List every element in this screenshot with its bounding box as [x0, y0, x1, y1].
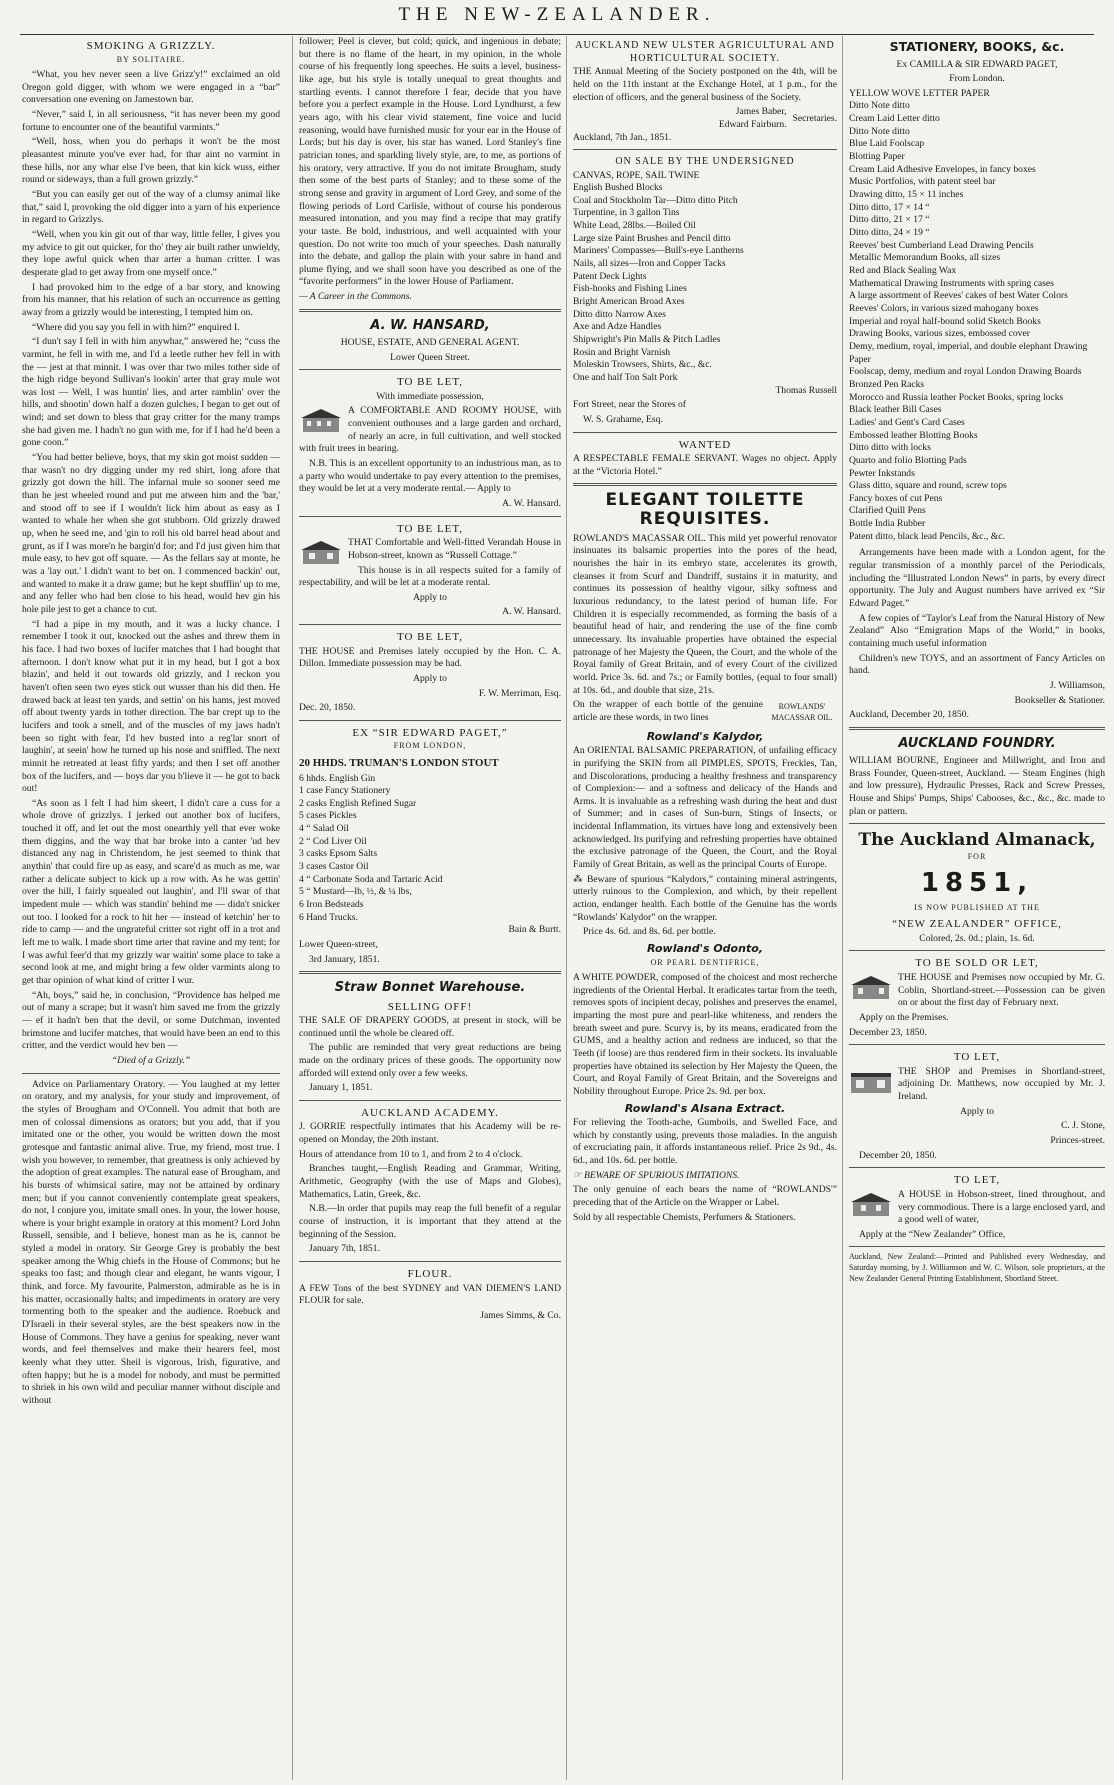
story-paragraph: “You had better believe, boys, that my skin got moist sudden — thar wasn't no dry digging under my red shirt, long afore that grizzly got down the hill. The infarnal mule so sooner seed me than he jest wheeled round and put me atween him and the 'bar,' and stood off to see if I wouldn't lick him about as easy as I wanted to whale her when she got stubborn. Old grizzly drawed up, when he seed me, and 'gin to roll his old barrel head about and grunt, as if I was more'n he bargin'd for; and I'd just given him that mule easy, to hev got off square. — As the fellars say at monte, he was a 'lay out.' I didn't want to bet on. I commenced backin' out, and wanted to make it a draw game; but he kept shufflin' up to me, and any feller who had ben close to his head, would hev gin his hole pile jest to get a chance to cut. — [22, 452, 280, 615]
secretary-name: James Baber, — [735, 106, 787, 118]
story-paragraph: “Where did you say you fell in with him?” enquired I. — [32, 321, 240, 333]
divider — [299, 971, 561, 974]
oratory-lead: Advice on Parliamentary Oratory. — [32, 1078, 166, 1090]
ship-heading: EX “SIR EDWARD PAGET,” — [352, 726, 508, 739]
list-item: Ditto ditto Narrow Axes — [573, 308, 666, 320]
ship-lead: 20 HHDS. TRUMAN'S LONDON STOUT — [299, 756, 499, 769]
stationery-sub: Ex CAMILLA & SIR EDWARD PAGET, — [896, 58, 1058, 70]
list-item: Large size Paint Brushes and Pencil ditto — [573, 232, 731, 244]
list-item: Imperial and royal half-bound solid Sketch Books — [849, 315, 1041, 327]
stationery-sign: J. Williamson, — [1049, 680, 1105, 691]
list-item: Embossed leather Blotting Books — [849, 429, 978, 441]
oratory-continued: follower; Peel is clever, but cold; quick, and ingenious in debate; but there is no flame of the heart, in my opinion, in the whole course of his frequently long speeches. He suits a level, business-like age, but his style is totally unequal to great thoughts and startling events. I cannot therefore I fear, decide that you have before you a perfect example in the House. Lord Lyndhurst, a few years ago, with his clear vivid statement, fine voice and lucid reasoning, would have furnished music for your ear in the House of Lords; but his day is over, his star has waned. Lord Stanley's fine patrician tones, and sparkling lively style, are, to me, as portions of his oratory, very attractive. If you do not imitate Brougham, study then some of the best parts of Stanley; and to these some of the strong sense and gravity in argument of Lord Grey, and some of the flowing periods of Lord Carlisle, without of course his ponderous measured intonation, and you may find a recipe that may gratify your taste. Be bold, industrious, and well acquainted with your question. Do not write too much of your speeches. Dash naturally into the debate, and gallop the plain with your sabre in hand and plume flying, and we shall soon have you described as one of the “favorite performers” in the lower House of Parliament. — [299, 36, 561, 288]
let2-heading: TO LET, — [953, 1174, 1001, 1187]
foundry-heading: AUCKLAND FOUNDRY. — [898, 735, 1056, 751]
stationery-copies: A few copies of “Taylor's Leaf from the Natural History of New Zealand” Also “Emigration Maps of the World,” in books, containing much useful information — [849, 612, 1105, 650]
list-item: Patent Deck Lights — [573, 270, 647, 282]
oratory-source: — A Career in the Commons. — [299, 291, 412, 303]
let1-heading: TO BE LET, — [396, 376, 464, 389]
sale-sign: Thomas Russell — [775, 384, 837, 396]
divider — [299, 1261, 561, 1262]
odonto-sub: OR PEARL DENTIFRICE, — [650, 957, 760, 967]
divider — [299, 369, 561, 370]
list-item: Drawing Books, various sizes, embossed cover — [849, 328, 1030, 340]
shop-engraving-icon — [849, 1068, 893, 1094]
list-item: Glass ditto, square and round, screw tops — [849, 480, 1007, 492]
list-item: Coal and Stockholm Tar—Ditto ditto Pitch — [573, 194, 738, 206]
list-item: Demy, medium, royal, imperial, and double elephant Drawing Paper — [849, 340, 1088, 365]
let1-note: N.B. This is an excellent opportunity to an industrious man, as to a party who would undertake to pay every attention to the premises, they would be let at a very moderate rental.— Apply to — [299, 458, 561, 495]
ulster-secretaries — [573, 106, 837, 131]
almanack-year: 1851, — [920, 868, 1034, 899]
column-2 — [292, 36, 561, 1780]
let1-sub: With immediate possession, — [376, 390, 484, 402]
list-item: Ditto ditto, 24 × 19 “ — [849, 227, 930, 239]
story-paragraph: “Ah, boys,” said he, in conclusion, “Providence has helped me out of many a scrape; but it wasn't him saved me from the grizzly — ef it hadn't ben that the devil, or some Dutchman, invented brimstone and lucifer matches, that would have been an end to this critter, and the verdict would hev ben — — [22, 989, 280, 1052]
secretaries-label: Secretaries. — [792, 112, 837, 124]
kalydor-price: Price 4s. 6d. and 8s. 6d. per bottle. — [583, 926, 716, 938]
flour-sign: James Simms, & Co. — [480, 1309, 561, 1321]
stationery-toys: Children's new TOYS, and an assortment of Fancy Articles on hand. — [849, 652, 1105, 677]
let-date: December 20, 1850. — [859, 1149, 937, 1161]
divider — [573, 432, 837, 433]
list-item: Mathematical Drawing Instruments with spring cases — [849, 277, 1054, 289]
ulster-body: THE Annual Meeting of the Society postponed on the 4th, will be held on the 11th instant at the Exchange Hotel, at 1 p.m., for the election of officers, and the general business of the Society. — [573, 66, 837, 103]
let-apply: Apply to — [960, 1105, 994, 1117]
divider — [299, 516, 561, 517]
column-3 — [566, 36, 837, 1780]
divider — [849, 1246, 1105, 1247]
list-item: Fancy boxes of cut Pens — [849, 492, 943, 504]
list-item: Bronzed Pen Racks — [849, 378, 925, 390]
story-paragraph: I had provoked him to the edge of a bar story, and knowing from his manner, that his relation of such an occurrence as getting away from a grizzly would be interesting, I tempted him on. — [22, 281, 280, 318]
list-item: 4 “ Salad Oil — [299, 823, 349, 835]
list-item: Reeves' Colors, in various sized mahogany boxes — [849, 302, 1039, 314]
list-item: Clarified Quill Pens — [849, 505, 926, 517]
story-paragraph: “Well, hoss, when you do perhaps it won't be the most pleasantest minute you've ever had, for thar aint no varmint in these hills, nor any whar else I've been, that kin kick wuss, either round or sideways, than a full grown grizzly.” — [22, 136, 280, 186]
list-item: Turpentine, in 3 gallon Tins — [573, 207, 680, 219]
divider — [299, 624, 561, 625]
sale-address-2: W. S. Grahame, Esq. — [583, 413, 663, 425]
academy-body: J. GORRIE respectfully intimates that his Academy will be re-opened on Monday, the 20th instant. — [299, 1121, 561, 1146]
list-item: Ditto Note ditto — [849, 100, 910, 112]
sold-body: THE HOUSE and Premises now occupied by Mr. G. Coblin, Shortland-street.—Possession can be given on or about the first day of February next. — [898, 971, 1105, 1009]
list-item: Nails, all sizes—Iron and Copper Tacks — [573, 258, 726, 270]
list-item: Ditto ditto with locks — [849, 442, 931, 454]
academy-hours: Hours of attendance from 10 to 1, and from 2 to 4 o'clock. — [299, 1148, 523, 1160]
list-item: 3 cases Castor Oil — [299, 861, 369, 873]
ulster-heading: AUCKLAND NEW ULSTER AGRICULTURAL AND HORTICULTURAL SOCIETY. — [575, 40, 835, 65]
column-1 — [22, 36, 280, 1780]
list-item: Cream Laid Adhesive Envelopes, in fancy boxes — [849, 163, 1036, 175]
hansard-body: HOUSE, ESTATE, AND GENERAL AGENT. — [340, 336, 520, 348]
house-engraving-icon — [849, 1191, 893, 1217]
straw-heading: Straw Bonnet Warehouse. — [334, 980, 526, 996]
list-item: 6 Iron Bedsteads — [299, 899, 364, 911]
list-item: Red and Black Sealing Wax — [849, 265, 957, 276]
sale-item-list — [573, 170, 837, 385]
list-item: Patent ditto, black lead Pencils, &c., &c. — [849, 530, 1005, 542]
divider — [849, 1044, 1105, 1045]
list-item: Black leather Bill Cases — [849, 404, 942, 416]
list-item: Metallic Memorandum Books, all sizes — [849, 252, 1001, 264]
story-closing: “Died of a Grizzly.” — [111, 1054, 191, 1066]
beware-heading: ☞ BEWARE OF SPURIOUS IMITATIONS. — [573, 1169, 740, 1181]
let3-apply: Apply to — [413, 672, 447, 684]
list-item: 4 “ Carbonate Soda and Tartaric Acid — [299, 873, 443, 885]
list-item: Drawing ditto, 15 × 11 inches — [849, 189, 964, 201]
list-item: One and half Ton Salt Pork — [573, 372, 678, 383]
academy-branches: Branches taught,—English Reading and Grammar, Writing, Arithmetic, Geography (with the use of Maps and Globes), Mathematics, Latin, Greek, &c. — [299, 1163, 561, 1200]
divider — [573, 483, 837, 486]
list-item: Morocco and Russia leather Pocket Books, spring locks — [849, 391, 1064, 403]
list-item: Mariners' Compasses—Bull's-eye Lantherns — [573, 245, 744, 257]
ship-item-list — [299, 773, 561, 925]
wanted-heading: WANTED — [678, 438, 732, 451]
academy-date: January 7th, 1851. — [309, 1243, 380, 1255]
list-item: Rosin and Bright Varnish — [573, 346, 671, 358]
almanack-published: IS NOW PUBLISHED AT THE — [914, 902, 1040, 912]
kalydor-heading: Rowland's Kalydor, — [646, 729, 764, 743]
divider — [22, 1073, 280, 1074]
let3-body: THE HOUSE and Premises lately occupied by the Hon. C. A. Dillon. Immediate possession may be had. — [299, 645, 561, 670]
list-item: Moleskin Trowsers, Shirts, &c., &c. — [573, 359, 712, 371]
divider — [849, 727, 1105, 730]
kalydor-beware: ⁂ Beware of spurious “Kalydors,” containing mineral astringents, utterly ruinous to the Complexion, and which, by their repellent action, endanger health. Each bottle of the Genuine has the words “Rowlands' Kalydor” on the wrapper. — [573, 873, 837, 923]
macassar-words: ROWLANDS' MACASSAR OIL. — [771, 702, 833, 723]
list-item: YELLOW WOVE LETTER PAPER — [849, 87, 990, 99]
ship-sign: Bain & Burtt. — [508, 924, 561, 936]
foundry-body: WILLIAM BOURNE, Engineer and Millwright, and Iron and Brass Founder, Queen-street, Auckland. — Steam Engines (high and low pressure), Hydraulic Presses, Rack and Screw Presses, House and Ships' Pumps, Ships' Cabooses, &c., &c., &c. made to plan or pattern. — [849, 755, 1105, 817]
list-item: 1 case Fancy Stationery — [299, 785, 391, 797]
let-body: THE SHOP and Premises in Shortland-street, adjoining Dr. Matthews, now occupied by Mr. J. Ireland. — [898, 1065, 1105, 1103]
macassar-note-row — [573, 699, 837, 726]
let2-apply: Apply to — [413, 591, 447, 603]
divider — [299, 309, 561, 312]
divider — [573, 149, 837, 150]
list-item: 3 casks Epsom Salts — [299, 848, 378, 860]
stationery-from: From London. — [949, 73, 1005, 85]
story-paragraph: “Well, when you kin git out of thar way, little feller, I gives you my advice to git out quicker, for tho' they air built rather unwieldy, they lope awful quick when thar arter a human critter. I was desperate glad to get away from one myself once.” — [22, 228, 280, 278]
let-heading: TO LET, — [953, 1051, 1001, 1064]
list-item: 5 “ Mustard—lb, ½, & ¼ lbs, — [299, 886, 412, 898]
sold-heading: TO BE SOLD OR LET, — [915, 957, 1039, 970]
list-item: Axe and Adze Handles — [573, 321, 662, 333]
list-item: Cream Laid Letter ditto — [849, 113, 940, 125]
sold-apply: Apply on the Premises. — [859, 1011, 949, 1023]
ship-address: Lower Queen-street, — [299, 939, 378, 951]
house-engraving-icon — [299, 407, 343, 433]
let2-body: A HOUSE in Hobson-street, lined throughout, and very commodious. There is a large enclosed yard, and a good well of water, — [898, 1188, 1105, 1226]
let2-sign: A. W. Hansard. — [502, 606, 561, 618]
divider — [849, 823, 1105, 824]
list-item: 6 Hand Trucks. — [299, 911, 358, 923]
list-item: Reeves' best Cumberland Lead Drawing Pencils — [849, 239, 1034, 251]
let-sign: C. J. Stone, — [1061, 1120, 1105, 1132]
almanack-price: Colored, 2s. 0d.; plain, 1s. 6d. — [919, 932, 1035, 944]
flour-heading: FLOUR. — [407, 1268, 453, 1281]
stationery-item-list — [849, 88, 1105, 544]
list-item: Pewter Inkstands — [849, 467, 915, 479]
odonto-heading: Rowland's Odonto, — [647, 942, 763, 956]
list-item: Blotting Paper — [849, 151, 905, 163]
list-item: Bright American Broad Axes — [573, 296, 685, 308]
odonto-body: A WHITE POWDER, composed of the choicest and most recherche ingredients of the Oriental Herbal. It eradicates tartar from the teeth, removes spots of incipient decay, polishes and preserves the enamel, imparting the most pure and pearl-like whiteness, and renders the breath sweet and pure. Scurvy is, by its means, eradicated from the GUMS, and a healthy action and redness are induced, so that the Teeth (if loose) are thus rendered firm in their sockets. Its invaluable properties have obtained its selection by Her Majesty the Queen, the Court, and Royal Family of Great Britain, and the Sovereigns and Nobility throughout Europe. Price 2s. 9d. per box. — [573, 972, 837, 1097]
ship-sub: FROM LONDON, — [393, 741, 467, 751]
macassar-body: ROWLAND'S MACASSAR OIL. This mild yet powerful renovator insinuates its balsamic properties into the pores of the head, nourishes the hair in its embryo state, accelerates its growth, cleanses it from Scurf and Dandriff, sustains it in maturity, and continues its possession of healthy vigour, silky softness and luxurious redundancy, to the latest period of human life. For Children it is especially recommended, as forming the basis of a beautiful head of hair, and rendering the use of the fine comb unnecessary. Its invaluable properties have obtained the especial patronage of her Majesty the Queen, the Court, and the whole of the Royal family of Great Britain, and of every Court of the civilized world. Price 3s. 6d. and 7s.; or Family bottles, (equal to four small) at 10s. 6d., and double that size, 21s. — [573, 532, 837, 696]
hansard-heading: A. W. HANSARD, — [370, 317, 490, 333]
list-item: Ditto ditto, 21 × 17 “ — [849, 214, 930, 226]
house-engraving-icon — [849, 974, 893, 1000]
list-item: Ditto Note ditto — [849, 125, 910, 137]
alsana-body: For relieving the Tooth-ache, Gumboils, and Swelled Face, and which by constantly using, prevents those maladies. In the anguish of excruciating pain, it affords instantaneous relief. Price 2s 9d., 4s. 6d., and 10s. 6d. per bottle. — [573, 1117, 837, 1167]
secretary-name: Edward Fairburn. — [718, 119, 787, 130]
story-paragraph: “But you can easily get out of the way of a clumsy animal like that,” said I, provoking the old digger into a yarn of his experience in regard to Grizzlys. — [22, 188, 280, 226]
list-item: White Lead, 28lbs.—Boiled Oil — [573, 220, 696, 232]
flour-body: A FEW Tons of the best SYDNEY and VAN DIEMEN'S LAND FLOUR for sale. — [299, 1282, 561, 1307]
beware-body: The only genuine of each bears the name of “ROWLANDS'” preceding that of the Article on the Wrapper or Label. — [573, 1184, 837, 1209]
sold-date: December 23, 1850. — [849, 1026, 927, 1038]
list-item: Foolscap, demy, medium and royal London Drawing Boards — [849, 366, 1082, 378]
straw-date: January 1, 1851. — [309, 1082, 373, 1094]
divider — [299, 1100, 561, 1101]
academy-heading: AUCKLAND ACADEMY. — [361, 1106, 499, 1119]
ship-date: 3rd January, 1851. — [309, 953, 380, 965]
stationery-heading: STATIONERY, BOOKS, &c. — [889, 39, 1065, 54]
straw-body: THE SALE OF DRAPERY GOODS, at present in stock, will be continued until the whole be cleared off. — [299, 1015, 561, 1039]
kalydor-body: An ORIENTAL BALSAMIC PREPARATION, of unfailing efficacy in purifying the SKIN from all PIMPLES, SPOTS, Freckles, Tan, and Discolorations, producing a healthy freshness and transparency of Complexion:— and a softness and delicacy of the Hands and Arms. It is invaluable as a refreshing wash during the heat and dust of Summer; and in cases of Sun-burn, Stings of Insects, or incidental Inflammation, its virtues have long and extensively been acknowledged. Its purifying and refreshing properties have obtained the exclusive patronage of the Queen, the Court, and the Royal Family of Great Britain, as well as the principal Courts of Europe. — [573, 745, 837, 871]
list-item: English Bushed Blocks — [573, 182, 663, 194]
hansard-address: Lower Queen Street. — [390, 351, 470, 363]
let-sign-2: Princes-street. — [1050, 1135, 1105, 1147]
wanted-body: A RESPECTABLE FEMALE SERVANT. Wages no object. Apply at the “Victoria Hotel.” — [573, 453, 837, 477]
list-item: Ditto ditto, 17 × 14 “ — [849, 201, 930, 213]
house-engraving-icon — [299, 539, 343, 565]
straw-body2: The public are reminded that very great reductions are being made on the ordinary prices of these goods. The opportunity now afforded will extend only over a few weeks. — [299, 1042, 561, 1079]
let2-body2: This house is in all respects suited for a family of respectability, and will be let at a moderate rental. — [299, 564, 561, 589]
list-item: Shipwright's Pin Malls & Pitch Ladles — [573, 334, 721, 346]
masthead: THE NEW-ZEALANDER. — [20, 4, 1094, 35]
let3-date: Dec. 20, 1850. — [299, 702, 356, 714]
stationery-date: Auckland, December 20, 1850. — [849, 709, 969, 721]
macassar-note: On the wrapper of each bottle of the genuine article are these words, in two lines — [573, 699, 763, 724]
list-item: Ladies' and Gent's Card Cases — [849, 416, 965, 428]
list-item: Quarto and folio Blotting Pads — [849, 454, 967, 466]
list-item: Music Portfolios, with patent steel bar — [849, 176, 996, 188]
let3-sign: F. W. Merriman, Esq. — [478, 687, 561, 699]
story-paragraph: “Never,” said I, in all seriousness, “it has never been my good fortune to encounter one of the beautiful varmints.” — [22, 109, 280, 133]
divider — [849, 950, 1105, 951]
list-item: 6 hhds. English Gin — [299, 772, 376, 784]
oratory-text: — You laughed at my letter on oratory, and my analysis, for your study and improvement, of the styles of Brougham and O'Connell. You admit that both are men of colossal dimensions as orators; but you add, that if you imitated one or the other, you would be written down the most grotesque and fantastic animal alive. True, my friend, most true. I wish you however, to remember, that greatness is only achieved by the adoption of great examples. The natural ease of Brougham, and his bursts of whimsical satire, may not be attained by ordinary men; but if you cannot conveniently contemplate great speakers, do not, I conjure you, imitate small ones. In your, the lower house, where is your bright example in oratory at this moment? Lord John Russell, sensible, and I believe, honest man as he is, cannot be styled a model in oratory. Sir George Grey is probably the best speaker among the Whig chiefs in the House of Commons; but he speaks too fast; and though clear and elegant, he wants vigour, I think, and force. My favourite, Palmerston, admirable as he is in his matter, occasionally halts; and impediments in oratory are very tormenting both to the speaker and the audience. Roebuck and D'Israeli in their several styles, are the best speakers now in the House of Commons. They have a genius for speaking, never want words, and feel themselves and make their hearers feel, most keenly what they utter. Sheil is vigorous, Irish, figurative, and often happy; but he is a model for nobody, and must be permitted to shriek in his own wild and peculiar manner without disciple and without — [22, 1078, 280, 1406]
list-item: 5 cases Pickles — [299, 810, 357, 822]
column-4 — [842, 36, 1105, 1780]
let3-heading: TO BE LET, — [396, 631, 464, 644]
list-item: 2 “ Cod Liver Oil — [299, 835, 367, 847]
let2-apply: Apply at the “New Zealander” Office, — [859, 1228, 1006, 1240]
beware-sold: Sold by all respectable Chemists, Perfumers & Stationers. — [573, 1211, 796, 1223]
stationery-arrangements: Arrangements have been made with a London agent, for the regular transmission of a monthly parcel of the Periodicals, including the “Illustrated London News” in parts, by every direct opportunity. The July and August numbers have arrived ex “Sir Edward Paget.” — [849, 547, 1105, 610]
list-item: Blue Laid Foolscap — [849, 138, 925, 150]
story-paragraph: “As soon as I felt I had him skeert, I didn't care a cuss for a whole drove of grizzlys. I jerked out another box of lucifers, touched it off, and let out the most onearthly yell that ever woke them diggins, and the way that bar broke into a canter 'ud hev distanced any nag in Christendom, he jest seemed to think that anythin' that could fire up as easy, and scare'd as much as me, war rather a delicate subject to kick up a row with. As he was gettin' over the hill, I fairly squealed out laughin', and I'll swar of that impedent mule — which was standin' behind me — didn't snicker out too. I looked for a rock to hit her — instead of ketchin' her to ride to camp — and the ungrateful critter sot right off in a trot and left me to walk. I made short time arter that ravine and my tent; for I was awful feer'd that my grizzly war waitin' some place to take a second look at me, and might bring a few older varmints along to get thar opinion of what kind of critter I wur. — [22, 797, 280, 986]
ulster-date: Auckland, 7th Jan., 1851. — [573, 131, 672, 143]
divider — [849, 1167, 1105, 1168]
alsana-heading: Rowland's Alsana Extract. — [624, 1101, 786, 1115]
story-paragraph: “What, you hev never seen a live Grizz'y!” exclaimed an old Oregon gold digger, with whom we were engaged in a “bar” conversation one evening on Jamestown bar. — [22, 69, 280, 106]
sale-heading: ON SALE BY THE UNDERSIGNED — [615, 156, 795, 168]
let1-body: A COMFORTABLE AND ROOMY HOUSE, with convenient outhouses and a large garden and orchard, of nearly an acre, in full cultivation, and well stocked with fruit trees in bearing. — [299, 405, 561, 455]
almanack-heading: The Auckland Almanack, — [858, 830, 1096, 851]
list-item: Fish-hooks and Fishing Lines — [573, 283, 687, 295]
toilette-heading: ELEGANT TOILETTE REQUISITES. — [605, 490, 805, 530]
divider — [299, 720, 561, 721]
imprint: Auckland, New Zealand:—Printed and Published every Wednesday, and Saturday morning, by J. Williamson and W. C. Wilson, sole proprietors, at the New Zealander General Printing Establishment, Shortland Street. — [849, 1252, 1105, 1283]
list-item: CANVAS, ROPE, SAIL TWINE — [573, 169, 700, 181]
straw-sub: SELLING OFF! — [387, 1000, 473, 1013]
list-item: 2 casks English Refined Sugar — [299, 797, 417, 809]
story-paragraph: “I dun't say I fell in with him anywhar,” answered he; “cuss the varmint, he fell in with me, and I'd a leetle ruther hev fell in with the — jest at that minnit. I was over thar two miles tother side of the high ridge beyond Sullivan's lookin' arter that gray mule wot was lost — Well, I was huntin' lies, and arter ramblin' over the hills, and shootin' down half a dozen gulches, I began to get out of wind; and set down to bless that gray critter for the many tramps she had given me. I hadn't no gun with me, for if I had he'd been a gone coon.” — [22, 336, 280, 449]
list-item: Bottle India Rubber — [849, 518, 926, 530]
stationery-sign-2: Bookseller & Stationer. — [1014, 694, 1105, 706]
academy-note: N.B.—In order that pupils may reap the full benefit of a regular course of instruction, it is important that they attend at the beginning of the Session. — [299, 1203, 561, 1240]
let1-sign: A. W. Hansard. — [502, 498, 561, 510]
story-byline: BY SOLITAIRE. — [116, 54, 186, 64]
let2-heading: TO BE LET, — [396, 522, 464, 535]
story-title: SMOKING A GRIZZLY. — [86, 40, 216, 52]
story-paragraph: “I had a pipe in my mouth, and it was a lucky chance. I remember I took it out, knocked out the ashes and threw them in his face. I had two boxes of lucifer matches that I had bought that afternoon. I don't know what put it in my head, but I got a box blazin', and held it out towards old grizzly, and I reckon you haven't often seen two eyes stick out wusser than his did then. He drawed back at least ten yards, and settin' on his hams, jest moved off about twenty yards in tother direction. The bar crept up to the lucifers and took a smell, and of the muscles of my jaws hadn't been so tight with fear, I'd hev busted into a reg'lar snort of laughin', at seein' how he turned up his nose and sniffled. The next minnit he retreated at least fifty yards; and then I set off another box of the lucifers, and — boys dar you b'lieve it — he got to back out! — [22, 618, 280, 795]
list-item: A large assortment of Reeves' cakes of best Water Colors — [849, 290, 1068, 302]
almanack-for: FOR — [967, 851, 987, 861]
almanack-office: “NEW ZEALANDER” OFFICE, — [892, 918, 1062, 931]
sale-address: Fort Street, near the Stores of — [573, 399, 686, 411]
let2-body: THAT Comfortable and Well-fitted Verandah House in Hobson-street, known as “Russell Cottage.” — [348, 537, 561, 561]
